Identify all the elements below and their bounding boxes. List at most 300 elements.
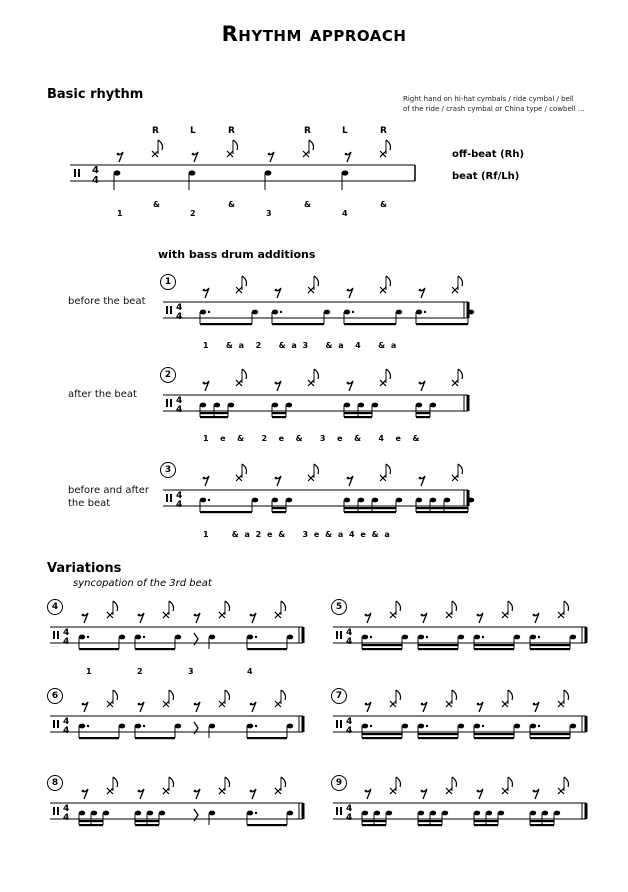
drum-notehead — [530, 811, 536, 816]
drum-notehead — [79, 724, 85, 729]
drum-notehead — [570, 724, 576, 729]
drum-notehead — [209, 811, 215, 816]
drum-notehead — [272, 498, 278, 503]
percussion-clef — [340, 807, 342, 815]
time-signature-top: 4 — [63, 628, 70, 638]
drum-notehead — [358, 498, 364, 503]
drum-notehead — [344, 403, 350, 408]
note-flag — [169, 777, 174, 787]
eighth-rest-dot — [477, 703, 480, 706]
count-label: 4 — [247, 667, 253, 676]
note-flag — [386, 140, 391, 150]
time-signature-top: 4 — [346, 804, 353, 814]
augmentation-dot — [208, 499, 210, 501]
eighth-rest-dot — [477, 790, 480, 793]
beam — [272, 416, 286, 418]
eighth-rest-dot — [275, 477, 278, 480]
note-flag — [458, 369, 463, 379]
drum-notehead — [286, 498, 292, 503]
augmentation-dot — [255, 725, 257, 727]
eighth-rest-dot — [203, 382, 206, 385]
note-flag — [169, 601, 174, 611]
count-label: & — [380, 200, 387, 209]
example-number: 3 — [160, 462, 176, 478]
example-label: before and after — [68, 485, 150, 496]
time-signature-top: 4 — [346, 717, 353, 727]
augmentation-dot — [426, 725, 428, 727]
percussion-clef — [170, 494, 172, 502]
note-flag — [452, 601, 457, 611]
variation-number: 8 — [47, 775, 63, 791]
time-signature-bottom: 4 — [176, 405, 183, 415]
drum-notehead — [200, 403, 206, 408]
beam — [344, 511, 396, 513]
drum-notehead — [189, 170, 196, 175]
drum-notehead — [386, 811, 392, 816]
augmentation-dot — [482, 636, 484, 638]
beam — [247, 648, 287, 650]
beam — [416, 511, 468, 513]
drum-notehead — [444, 498, 450, 503]
note-flag — [113, 690, 118, 700]
example-counts: 1 & a 2 & a 3 & a 4 & a — [203, 341, 397, 350]
drum-notehead — [570, 635, 576, 640]
basic-rhythm-staff — [70, 140, 430, 205]
eighth-rest-dot — [82, 614, 85, 617]
percussion-clef — [53, 807, 55, 815]
beam — [200, 412, 228, 414]
time-signature-top: 4 — [176, 491, 183, 501]
variation-number: 4 — [47, 599, 63, 615]
beam — [272, 412, 286, 414]
drum-notehead — [474, 635, 480, 640]
percussion-clef — [336, 807, 338, 815]
beam — [79, 737, 119, 739]
beam — [530, 644, 570, 646]
count-label: 3 — [188, 667, 194, 676]
note-flag — [386, 276, 391, 286]
drum-notehead — [119, 724, 125, 729]
time-signature-top: 4 — [92, 165, 99, 176]
time-signature-top: 4 — [63, 717, 70, 727]
time-signature-bottom: 4 — [346, 726, 353, 736]
percussion-clef — [57, 720, 59, 728]
beam — [362, 644, 402, 646]
eighth-rest-dot — [82, 703, 85, 706]
beam — [418, 820, 442, 822]
drum-notehead — [91, 811, 97, 816]
example-1-staff — [163, 285, 493, 335]
eighth-rest-dot — [421, 614, 424, 617]
augmentation-dot — [370, 725, 372, 727]
drum-notehead — [530, 724, 536, 729]
variation-5-staff — [333, 610, 603, 660]
augmentation-dot — [352, 311, 354, 313]
legend-beat: beat (Rf/Lh) — [452, 171, 520, 182]
drum-notehead — [402, 724, 408, 729]
beam — [530, 824, 554, 826]
example-label: the beat — [68, 498, 111, 509]
eighth-rest-dot — [419, 477, 422, 480]
beam — [474, 644, 514, 646]
eighth-rest-dot — [82, 790, 85, 793]
beam — [247, 824, 287, 826]
beam — [135, 820, 159, 822]
hand-label: R — [304, 126, 311, 136]
beam — [474, 648, 514, 650]
drum-notehead — [554, 811, 560, 816]
note-flag — [564, 690, 569, 700]
drum-notehead — [79, 635, 85, 640]
percussion-clef — [53, 720, 55, 728]
drum-notehead — [114, 170, 121, 175]
beam — [200, 416, 228, 418]
drum-notehead — [214, 403, 220, 408]
percussion-clef — [57, 807, 59, 815]
percussion-clef — [166, 399, 168, 407]
drum-notehead — [200, 498, 206, 503]
time-signature-bottom: 4 — [346, 813, 353, 823]
variations-heading: Variations — [47, 561, 122, 576]
beam — [79, 820, 103, 822]
beam — [135, 737, 175, 739]
note-flag — [113, 777, 118, 787]
drum-notehead — [402, 635, 408, 640]
count-label: 2 — [190, 209, 196, 218]
beam — [272, 323, 324, 325]
note-flag — [508, 690, 513, 700]
beam — [418, 644, 458, 646]
percussion-clef — [340, 720, 342, 728]
time-signature-bottom: 4 — [346, 637, 353, 647]
eighth-rest-dot — [250, 703, 253, 706]
note-flag — [169, 690, 174, 700]
drum-notehead — [252, 310, 258, 315]
note-flag — [113, 601, 118, 611]
hand-label: L — [190, 126, 196, 136]
note-flag — [458, 464, 463, 474]
variation-8-staff — [50, 786, 320, 836]
legend-offbeat: off-beat (Rh) — [452, 149, 525, 160]
example-label: before the beat — [68, 296, 146, 307]
example-counts: 1 e & 2 e & 3 e & 4 e & — [203, 434, 420, 443]
hand-label: R — [380, 126, 387, 136]
drum-notehead — [247, 635, 253, 640]
augmentation-dot — [538, 725, 540, 727]
beam — [530, 648, 570, 650]
drum-notehead — [372, 498, 378, 503]
augmentation-dot — [143, 636, 145, 638]
eighth-rest-dot — [347, 477, 350, 480]
percussion-clef — [336, 720, 338, 728]
augmentation-dot — [482, 725, 484, 727]
eighth-rest-dot — [419, 382, 422, 385]
drum-notehead — [418, 635, 424, 640]
drum-notehead — [442, 811, 448, 816]
note-flag — [309, 140, 314, 150]
drum-notehead — [175, 724, 181, 729]
beam — [200, 323, 252, 325]
variation-number: 9 — [331, 775, 347, 791]
drum-notehead — [228, 403, 234, 408]
augmentation-dot — [280, 311, 282, 313]
variations-subheading: syncopation of the 3rd beat — [73, 578, 212, 589]
hand-label: R — [152, 126, 159, 136]
eighth-rest-dot — [117, 153, 120, 156]
beam — [474, 824, 498, 826]
eighth-rest-dot — [345, 153, 348, 156]
instrument-note-line-1: Right hand on hi-hat cymbals / ride cymbal / bell — [403, 95, 574, 103]
drum-notehead — [498, 811, 504, 816]
drum-notehead — [287, 635, 293, 640]
percussion-clef — [170, 399, 172, 407]
drum-notehead — [135, 724, 141, 729]
drum-notehead — [468, 310, 474, 315]
beam — [135, 648, 175, 650]
time-signature-top: 4 — [176, 396, 183, 406]
note-flag — [396, 601, 401, 611]
eighth-rest-dot — [275, 289, 278, 292]
beam — [416, 323, 468, 325]
time-signature-top: 4 — [63, 804, 70, 814]
drum-notehead — [119, 635, 125, 640]
drum-notehead — [474, 724, 480, 729]
drum-notehead — [265, 170, 272, 175]
time-signature-top: 4 — [346, 628, 353, 638]
drum-notehead — [159, 811, 165, 816]
note-flag — [233, 140, 238, 150]
eighth-rest-dot — [533, 790, 536, 793]
variation-9-staff — [333, 786, 603, 836]
augmentation-dot — [370, 636, 372, 638]
beam — [79, 824, 103, 826]
drum-notehead — [362, 635, 368, 640]
drum-notehead — [272, 403, 278, 408]
augmentation-dot — [87, 636, 89, 638]
percussion-clef — [166, 306, 168, 314]
additions-heading: with bass drum additions — [158, 248, 316, 261]
time-signature-top: 4 — [176, 303, 183, 313]
note-flag — [314, 369, 319, 379]
example-number: 1 — [160, 274, 176, 290]
note-flag — [458, 276, 463, 286]
augmentation-dot — [208, 311, 210, 313]
time-signature-bottom: 4 — [176, 312, 183, 322]
note-flag — [281, 777, 286, 787]
beam — [272, 507, 286, 509]
drum-notehead — [486, 811, 492, 816]
augmentation-dot — [426, 636, 428, 638]
time-signature-bottom: 4 — [63, 726, 70, 736]
drum-notehead — [287, 811, 293, 816]
beam — [530, 733, 570, 735]
note-flag — [314, 276, 319, 286]
drum-notehead — [430, 403, 436, 408]
eighth-rest-dot — [421, 790, 424, 793]
beam — [135, 824, 159, 826]
beam — [344, 416, 372, 418]
beam — [474, 733, 514, 735]
drum-notehead — [396, 498, 402, 503]
beam — [418, 648, 458, 650]
count-label: 1 — [86, 667, 92, 676]
drum-notehead — [175, 635, 181, 640]
eighth-rest-dot — [347, 289, 350, 292]
drum-notehead — [247, 811, 253, 816]
drum-notehead — [344, 310, 350, 315]
time-signature-bottom: 4 — [176, 500, 183, 510]
drum-notehead — [209, 724, 215, 729]
count-label: 2 — [137, 667, 143, 676]
instrument-note-line-2: of the ride / crash cymbal or China type / cowbell ... — [403, 105, 585, 113]
drum-notehead — [416, 403, 422, 408]
count-label: 4 — [342, 209, 348, 218]
beam — [362, 733, 402, 735]
beam — [344, 412, 372, 414]
drum-notehead — [474, 811, 480, 816]
note-flag — [225, 777, 230, 787]
eighth-rest-dot — [138, 614, 141, 617]
beam — [416, 412, 430, 414]
drum-notehead — [286, 403, 292, 408]
example-number: 2 — [160, 367, 176, 383]
note-flag — [564, 601, 569, 611]
beam — [362, 820, 386, 822]
augmentation-dot — [255, 812, 257, 814]
eighth-rest-dot — [194, 703, 197, 706]
eighth-rest-dot — [533, 703, 536, 706]
time-signature-bottom: 4 — [63, 637, 70, 647]
eighth-rest-dot — [477, 614, 480, 617]
beam — [200, 511, 252, 513]
eighth-rest-dot — [138, 790, 141, 793]
note-flag — [452, 690, 457, 700]
augmentation-dot — [424, 311, 426, 313]
drum-notehead — [458, 635, 464, 640]
note-flag — [242, 369, 247, 379]
augmentation-dot — [538, 636, 540, 638]
drum-notehead — [358, 403, 364, 408]
beam — [344, 323, 396, 325]
eighth-rest-dot — [194, 790, 197, 793]
drum-notehead — [514, 635, 520, 640]
beam — [247, 737, 287, 739]
eighth-rest-dot — [138, 703, 141, 706]
drum-notehead — [458, 724, 464, 729]
hand-label: R — [228, 126, 235, 136]
eighth-rest-dot — [365, 790, 368, 793]
eighth-rest-dot — [421, 703, 424, 706]
note-flag — [564, 777, 569, 787]
eighth-rest-dot — [192, 153, 195, 156]
drum-notehead — [103, 811, 109, 816]
variation-6-staff — [50, 699, 320, 749]
count-label: & — [153, 200, 160, 209]
percussion-clef — [336, 631, 338, 639]
eighth-rest-dot — [250, 790, 253, 793]
augmentation-dot — [143, 725, 145, 727]
drum-notehead — [374, 811, 380, 816]
drum-notehead — [362, 811, 368, 816]
note-flag — [225, 690, 230, 700]
drum-notehead — [430, 498, 436, 503]
beam — [79, 648, 119, 650]
example-2-staff — [163, 378, 493, 428]
variation-number: 7 — [331, 688, 347, 704]
time-signature-bottom: 4 — [92, 175, 99, 186]
note-flag — [281, 601, 286, 611]
note-flag — [508, 601, 513, 611]
drum-notehead — [324, 310, 330, 315]
note-flag — [396, 690, 401, 700]
note-flag — [386, 464, 391, 474]
drum-notehead — [147, 811, 153, 816]
drum-notehead — [135, 811, 141, 816]
count-label: 3 — [266, 209, 272, 218]
drum-notehead — [416, 498, 422, 503]
drum-notehead — [416, 310, 422, 315]
note-flag — [314, 464, 319, 474]
beam — [530, 737, 570, 739]
drum-notehead — [287, 724, 293, 729]
drum-notehead — [209, 635, 215, 640]
note-flag — [242, 464, 247, 474]
note-flag — [158, 140, 163, 150]
augmentation-dot — [87, 725, 89, 727]
beam — [474, 737, 514, 739]
example-label: after the beat — [68, 389, 137, 400]
beam — [530, 820, 554, 822]
variation-number: 6 — [47, 688, 63, 704]
drum-notehead — [430, 811, 436, 816]
beam — [418, 824, 442, 826]
count-label: 1 — [117, 209, 123, 218]
drum-notehead — [542, 811, 548, 816]
beam — [418, 733, 458, 735]
note-flag — [508, 777, 513, 787]
drum-notehead — [272, 310, 278, 315]
drum-notehead — [200, 310, 206, 315]
time-signature-bottom: 4 — [63, 813, 70, 823]
eighth-rest-dot — [365, 703, 368, 706]
page-title: Rhythm approach — [221, 22, 407, 46]
note-flag — [396, 777, 401, 787]
percussion-clef — [340, 631, 342, 639]
drum-notehead — [396, 310, 402, 315]
beam — [362, 737, 402, 739]
augmentation-dot — [255, 636, 257, 638]
count-label: & — [304, 200, 311, 209]
eighth-rest-dot — [203, 289, 206, 292]
eighth-rest-dot — [250, 614, 253, 617]
eighth-rest-dot — [533, 614, 536, 617]
drum-notehead — [362, 724, 368, 729]
drum-notehead — [514, 724, 520, 729]
drum-notehead — [468, 498, 474, 503]
basic-rhythm-heading: Basic rhythm — [47, 87, 144, 102]
beam — [362, 648, 402, 650]
percussion-clef — [170, 306, 172, 314]
beam — [344, 507, 396, 509]
drum-notehead — [418, 724, 424, 729]
drum-notehead — [342, 170, 349, 175]
beam — [416, 507, 468, 509]
eighth-rest-dot — [268, 153, 271, 156]
eighth-rest-dot — [203, 477, 206, 480]
beam — [416, 416, 430, 418]
variation-number: 5 — [331, 599, 347, 615]
percussion-clef — [166, 494, 168, 502]
